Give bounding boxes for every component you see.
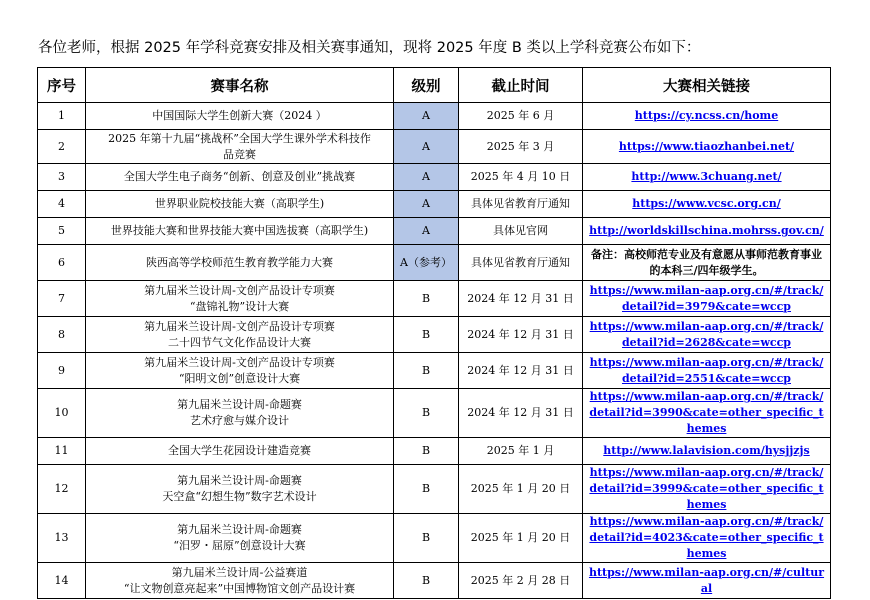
row-number: 13: [38, 514, 86, 563]
table-row: [38, 245, 831, 281]
row-number: 10: [38, 389, 86, 438]
competition-name: [86, 164, 394, 191]
competition-level: B: [394, 389, 459, 438]
intro-text: 各位老师，根据 2025 年学科竞赛安排及相关赛事通知，现将 2025 年度 B 类以上学科竞赛公布如下：: [38, 40, 701, 56]
row-number: 4: [38, 191, 86, 218]
deadline: 2024 年 12 月 31 日: [459, 317, 583, 353]
competition-link[interactable]: https://www.milan-aap.org.cn/#/track/detail?id=3999&cate=other_specific_themes: [589, 466, 824, 511]
competition-name-line: 天空盒“幻想生物”数字艺术设计: [162, 490, 317, 503]
link-cell: [583, 514, 831, 563]
competition-link[interactable]: https://www.milan-aap.org.cn/#/track/detail?id=3979&cate=wccp: [589, 283, 824, 313]
competition-name: [86, 514, 394, 563]
competition-level: B: [394, 353, 459, 389]
deadline: 2024 年 12 月 31 日: [459, 353, 583, 389]
table-row: [38, 191, 831, 218]
header-deadline: 截止时间: [459, 68, 583, 103]
link-cell: [583, 389, 831, 438]
competition-name: [86, 563, 394, 599]
row-number: 11: [38, 438, 86, 465]
link-cell: [583, 218, 831, 245]
deadline: 2025 年 2 月 28 日: [459, 563, 583, 599]
competition-name-line: 艺术疗愈与媒介设计: [190, 414, 289, 427]
competition-link[interactable]: http://www.3chuang.net/: [631, 170, 782, 183]
header-no: 序号: [38, 68, 86, 103]
link-cell: [583, 164, 831, 191]
link-cell: [583, 317, 831, 353]
competition-name: [86, 465, 394, 514]
link-cell: [583, 281, 831, 317]
link-cell: [583, 465, 831, 514]
header-link: 大赛相关链接: [583, 68, 831, 103]
table-row: [38, 281, 831, 317]
deadline: 2025 年 1 月 20 日: [459, 465, 583, 514]
competition-link[interactable]: https://cy.ncss.cn/home: [634, 109, 779, 122]
competition-name-line: 中国国际大学生创新大赛（2024 ）: [152, 109, 327, 122]
row-number: 14: [38, 563, 86, 599]
competition-name: [86, 103, 394, 130]
table-row: [38, 563, 831, 599]
competition-name: [86, 438, 394, 465]
competition-link[interactable]: https://www.milan-aap.org.cn/#/track/detail?id=4023&cate=other_specific_themes: [589, 515, 824, 560]
competition-link[interactable]: http://www.lalavision.com/hysjjzjs: [603, 444, 810, 457]
competition-link[interactable]: https://www.milan-aap.org.cn/#/cultural: [588, 565, 825, 595]
deadline: 2024 年 12 月 31 日: [459, 389, 583, 438]
deadline: 具体见省教育厅通知: [459, 191, 583, 218]
competition-name-line: 二十四节气文化作品设计大赛: [168, 335, 311, 349]
competition-name-line: 第九届米兰设计周-文创产品设计专项赛: [144, 355, 335, 369]
competition-link[interactable]: https://www.milan-aap.org.cn/#/track/detail?id=2628&cate=wccp: [589, 319, 824, 349]
row-number: 6: [38, 245, 86, 281]
competition-name-line: 第九届米兰设计周-命题赛: [177, 474, 302, 487]
deadline: 2024 年 12 月 31 日: [459, 281, 583, 317]
competition-level: B: [394, 465, 459, 514]
link-cell: [583, 191, 831, 218]
deadline: 2025 年 1 月: [459, 438, 583, 465]
table-row: [38, 317, 831, 353]
table-row: [38, 514, 831, 563]
row-number: 8: [38, 317, 86, 353]
row-number: 5: [38, 218, 86, 245]
link-cell: [583, 563, 831, 599]
competition-name: [86, 191, 394, 218]
table-row: [38, 130, 831, 164]
deadline: 具体见官网: [459, 218, 583, 245]
row-number: 3: [38, 164, 86, 191]
competition-name-line: “让文物创意亮起来”中国博物馆文创产品设计赛: [123, 581, 356, 595]
competition-level: A: [394, 130, 459, 164]
table-row: [38, 389, 831, 438]
competition-name-line: 第九届米兰设计周-公益赛道: [171, 565, 308, 579]
table-row: [38, 103, 831, 130]
competition-name-line: 第九届米兰设计周-命题赛: [177, 523, 302, 536]
competition-name-line: “阳明文创”创意设计大赛: [178, 371, 301, 385]
competition-level: B: [394, 438, 459, 465]
link-cell: [583, 103, 831, 130]
remark-note: 备注：高校师范专业及有意愿从事师范教育事业的本科三/四年级学生。: [583, 245, 831, 281]
competition-name: [86, 353, 394, 389]
competition-level: B: [394, 563, 459, 599]
competition-name-line: 全国大学生电子商务“创新、创意及创业”挑战赛: [123, 170, 356, 183]
row-number: 1: [38, 103, 86, 130]
competition-link[interactable]: http://worldskillschina.mohrss.gov.cn/: [589, 224, 824, 237]
deadline: 2025 年 3 月: [459, 130, 583, 164]
competition-name-line: “盘锦礼物”设计大赛: [189, 299, 290, 313]
deadline: 2025 年 6 月: [459, 103, 583, 130]
competition-level: A（参考）: [394, 245, 459, 281]
competition-level: A: [394, 218, 459, 245]
competition-name-line: 全国大学生花园设计建造竞赛: [168, 444, 311, 457]
competition-level: B: [394, 317, 459, 353]
competition-name-line: 第九届米兰设计周-文创产品设计专项赛: [144, 319, 335, 333]
link-cell: [583, 353, 831, 389]
competition-level: A: [394, 164, 459, 191]
table-row: [38, 218, 831, 245]
competition-name-line: “汨罗・屈原”创意设计大赛: [173, 539, 306, 552]
row-number: 7: [38, 281, 86, 317]
competition-name: [86, 317, 394, 353]
table-row: [38, 465, 831, 514]
competition-name: [86, 130, 394, 164]
link-cell: [583, 438, 831, 465]
competition-level: B: [394, 514, 459, 563]
competition-table: [37, 67, 831, 599]
competition-link[interactable]: https://www.milan-aap.org.cn/#/track/detail?id=3990&cate=other_specific_themes: [589, 390, 824, 435]
header-name: 赛事名称: [86, 68, 394, 103]
competition-name: [86, 245, 394, 281]
table-row: [38, 353, 831, 389]
competition-level: B: [394, 281, 459, 317]
competition-level: A: [394, 103, 459, 130]
competition-name-line: 世界职业院校技能大赛（高职学生): [154, 197, 325, 210]
competition-link[interactable]: https://www.vcsc.org.cn/: [632, 197, 781, 210]
deadline: 具体见省教育厅通知: [459, 245, 583, 281]
competition-link[interactable]: https://www.milan-aap.org.cn/#/track/detail?id=2551&cate=wccp: [589, 355, 824, 385]
header-row: [38, 68, 831, 103]
competition-name: [86, 218, 394, 245]
competition-name-line: 第九届米兰设计周-命题赛: [177, 398, 302, 411]
competition-name: [86, 281, 394, 317]
competition-name-line: 陕西高等学校师范生教育教学能力大赛: [146, 255, 333, 269]
link-cell: [583, 130, 831, 164]
competition-name-line: 第九届米兰设计周-文创产品设计专项赛: [144, 283, 335, 297]
competition-link[interactable]: https://www.tiaozhanbei.net/: [618, 139, 795, 153]
row-number: 2: [38, 130, 86, 164]
header-level: 级别: [394, 68, 459, 103]
row-number: 9: [38, 353, 86, 389]
competition-name: [86, 389, 394, 438]
competition-name-line: 世界技能大赛和世界技能大赛中国选拔赛（高职学生): [110, 224, 369, 237]
deadline: 2025 年 4 月 10 日: [459, 164, 583, 191]
deadline: 2025 年 1 月 20 日: [459, 514, 583, 563]
competition-name-line: 2025 年第十九届“挑战杯”全国大学生课外学术科技作: [108, 131, 371, 145]
table-row: [38, 438, 831, 465]
table-row: [38, 164, 831, 191]
competition-name-line: 品竞赛: [223, 147, 256, 161]
competition-level: A: [394, 191, 459, 218]
row-number: 12: [38, 465, 86, 514]
